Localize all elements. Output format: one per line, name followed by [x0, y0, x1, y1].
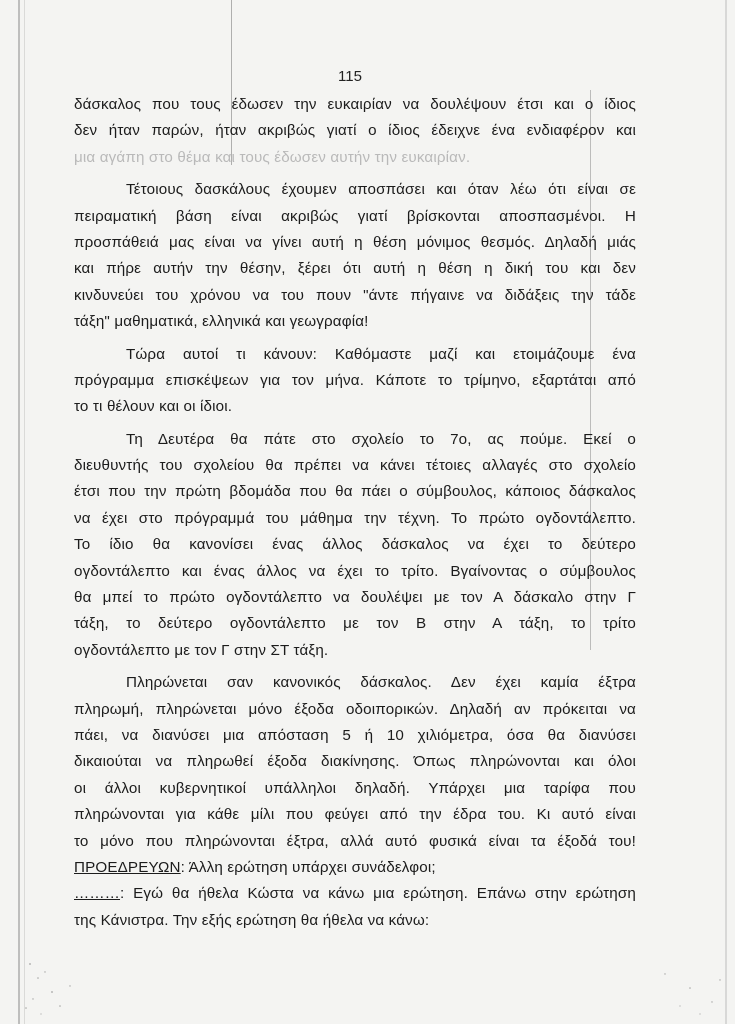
scan-edge	[18, 0, 20, 1024]
text-line: Πληρώνεται σαν κανονικός δάσκαλος. Δεν έχει καμία έξτρα	[126, 674, 636, 692]
text-line: δικαιούται να πληρωθεί έξοδα διακίνησης. Όπως πληρώνονται και όλοι	[74, 753, 636, 771]
text-line: θα μπεί το πρώτο ογδοντάλεπτο να δουλέψει με τον Α δάσκαλο στην Γ	[74, 589, 636, 607]
scan-edge	[725, 0, 727, 1024]
dialogue-text: : Άλλη ερώτηση υπάρχει συνάδελφοι;	[180, 858, 436, 876]
scan-noise	[0, 944, 735, 1024]
text-line: πληρώνονται για κάθε μίλι που φεύγει από την έδρα του. Κι αυτό είναι	[74, 806, 636, 824]
text-line: κινδυνεύει του χρόνου να του πουν "άντε πήγαινε να διδάξεις την τάδε	[74, 286, 636, 304]
body-text	[74, 92, 636, 934]
scan-edge	[24, 0, 25, 1024]
dialogue-line	[74, 881, 636, 907]
text-line: πάει, να διανύσει μια απόσταση 5 ή 10 χιλιόμετρα, όσα θα διανύσει	[74, 726, 636, 744]
text-line: πειραματική βάση είναι ακριβώς γιατί βρίσκονται αποσπασμένοι. Η	[74, 207, 636, 225]
speaker-name: ΠΡΟΕΔΡΕΥΩΝ	[74, 858, 181, 876]
text-line: Τώρα αυτοί τι κάνουν: Καθόμαστε μαζί και ετοιμάζουμε ένα	[126, 345, 636, 363]
text-line: οι άλλοι κυβερνητικοί υπάλληλοι δηλαδή. Υπάρχει μια ταρίφα που	[74, 779, 636, 797]
text-line: ογδοντάλεπτο με τον Γ στην ΣΤ τάξη.	[74, 641, 329, 659]
text-line: Τη Δευτέρα θα πάτε στο σχολείο το 7ο, ας πούμε. Εκεί ο	[126, 430, 636, 448]
dialogue-text: της Κάνιστρα. Την εξής ερώτηση θα ήθελα να κάνω:	[74, 911, 430, 929]
text-line: ογδοντάλεπτο και ένας άλλος να έχει το τρίτο. Βγαίνοντας ο σύμβουλος	[74, 562, 636, 580]
page-number: 115	[338, 68, 362, 85]
text-line: δάσκαλος που τους έδωσεν την ευκαιρίαν να δουλέψουν έτσι και ο ίδιος	[74, 96, 636, 113]
text-line: το τι θέλουν και οι ίδιοι.	[74, 398, 233, 416]
text-line: το μόνο που πληρώνονται έξτρα, αλλά αυτό φυσικά είναι τα έξοδά του!	[74, 832, 636, 850]
text-line: πρόγραμμα επισκέψεων για τον μήνα. Κάποτε το τρίμηνο, εξαρτάται από	[74, 371, 636, 389]
text-line: προσπάθειά μας είναι να γίνει αυτή η θέση μόνιμος θεσμός. Δηλαδή μιάς	[74, 233, 636, 251]
text-line: πληρωμή, πληρώνεται μόνο έξοδα οδοιπορικών. Δηλαδή αν πρόκειται να	[74, 700, 636, 718]
text-line: να έχει στο πρόγραμμά του μάθημα την τέχνη. Το πρώτο ογδοντάλεπτο.	[74, 509, 636, 527]
dialogue-line	[74, 908, 636, 934]
text-line: τάξη, το δεύτερο ογδοντάλεπτο με τον Β στην Α τάξη, το τρίτο	[74, 615, 636, 633]
dialogue-line	[74, 855, 636, 881]
text-line: διευθυντής του σχολείου θα πρέπει να κάνει τέτοιες αλλαγές στο σχολείο	[74, 457, 636, 475]
text-line: έτσι που την πρώτη βδομάδα που θα πάει ο σύμβουλος, κάποιος δάσκαλος	[74, 483, 636, 501]
text-line: δεν ήταν παρών, ήταν ακριβώς γιατί ο ίδιος έδειχνε ένα ενδιαφέρον και	[74, 122, 636, 140]
speaker-name: ………	[74, 885, 121, 903]
text-line: Τέτοιους δασκάλους έχουμεν αποσπάσει και όταν λέω ότι είναι σε	[126, 181, 636, 199]
dialogue-text: : Εγώ θα ήθελα Κώστα να κάνω μια ερώτηση. Επάνω στην ερώτηση	[120, 885, 636, 903]
text-line: μια αγάπη στο θέμα και τους έδωσεν αυτήν την ευκαιρίαν.	[74, 148, 471, 166]
text-line: τάξη" μαθηματικά, ελληνικά και γεωγραφία!	[74, 313, 369, 331]
text-line: Το ίδιο θα κανονίσει ένας άλλος δάσκαλος να έχει το δεύτερο	[74, 536, 636, 554]
text-line: και πήρε αυτήν την θέσην, ξέρει ότι αυτή η θέση η δική του και δεν	[74, 260, 636, 278]
